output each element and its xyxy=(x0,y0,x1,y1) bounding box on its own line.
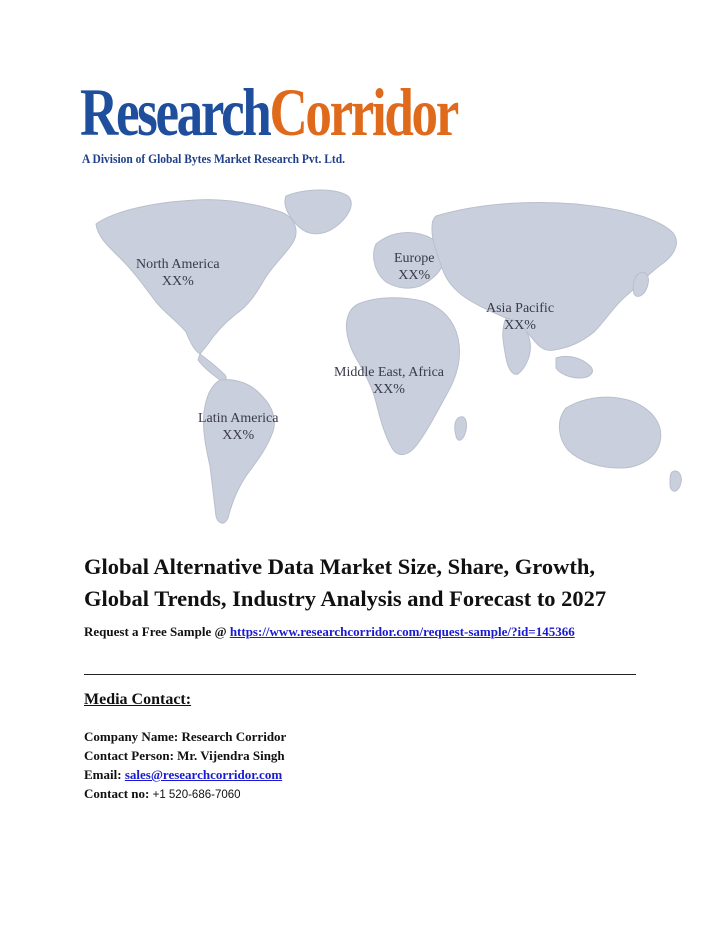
region-north-america xyxy=(136,256,220,290)
logo-word-corridor: Corridor xyxy=(269,74,457,150)
region-middle-east-africa xyxy=(334,364,444,398)
email-label: Email: xyxy=(84,767,122,782)
region-north-america-value: XX% xyxy=(161,274,194,289)
phone-row xyxy=(84,784,286,805)
contact-person-label: Contact Person: xyxy=(84,748,174,763)
central-america-landmass xyxy=(198,354,226,381)
free-sample-request xyxy=(84,624,575,640)
logo-wordmark xyxy=(80,74,457,150)
region-latin-america xyxy=(198,410,278,444)
phone-label: Contact no: xyxy=(84,786,150,801)
contact-details xyxy=(84,727,286,805)
report-title-line-2: Global Trends, Industry Analysis and Forecast to 2027 xyxy=(84,586,607,611)
contact-person-value: Mr. Vijendra Singh xyxy=(177,748,285,763)
company-name-value: Research Corridor xyxy=(181,729,287,744)
report-title-line-1: Global Alternative Data Market Size, Share, Growth, xyxy=(84,554,595,579)
region-europe xyxy=(394,250,434,284)
phone-value: +1 520-686-7060 xyxy=(152,789,241,801)
south-america-landmass xyxy=(203,380,274,523)
report-title xyxy=(84,551,684,615)
region-middle-east-africa-name: Middle East, Africa xyxy=(334,365,445,380)
new-zealand-landmass xyxy=(670,471,681,491)
logo-word-research: Research xyxy=(80,74,270,150)
email-link[interactable]: sales@researchcorridor.com xyxy=(124,767,283,782)
company-logo xyxy=(80,74,563,166)
region-latin-america-name: Latin America xyxy=(198,411,279,426)
region-asia-pacific-value: XX% xyxy=(504,318,536,333)
free-sample-label: Request a Free Sample @ xyxy=(84,624,227,639)
email-row xyxy=(84,765,286,784)
world-map-graphic xyxy=(86,182,686,534)
australia-landmass xyxy=(559,397,660,468)
world-map xyxy=(86,182,686,534)
company-name-label: Company Name: xyxy=(84,729,179,744)
contact-person-row xyxy=(84,746,286,765)
region-asia-pacific xyxy=(486,300,554,334)
media-contact-heading: Media Contact: xyxy=(84,691,192,708)
region-asia-pacific-name: Asia Pacific xyxy=(486,301,555,316)
southeast-asia-landmass xyxy=(556,356,592,378)
section-divider xyxy=(84,674,636,675)
region-north-america-name: North America xyxy=(136,257,220,272)
logo-subtitle: A Division of Global Bytes Market Research Pvt. Ltd. xyxy=(82,152,346,166)
madagascar-landmass xyxy=(455,417,467,441)
company-name-row xyxy=(84,727,286,746)
region-middle-east-africa-value: XX% xyxy=(373,382,405,397)
region-latin-america-value: XX% xyxy=(222,428,255,443)
region-europe-name: Europe xyxy=(394,251,435,266)
free-sample-link[interactable]: https://www.researchcorridor.com/request-sample/?id=145366 xyxy=(229,624,575,639)
region-europe-value: XX% xyxy=(398,268,431,283)
